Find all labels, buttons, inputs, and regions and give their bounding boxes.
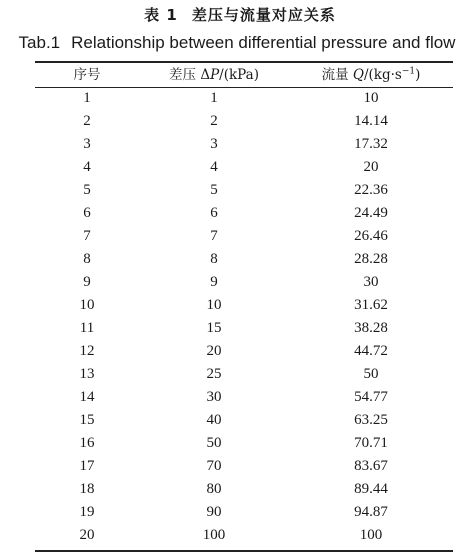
table-body	[35, 87, 453, 547]
cell-flow: 22.36	[354, 182, 388, 198]
table-title-chinese: 差压与流量对应关系	[191, 6, 336, 24]
cell-index: 1	[83, 90, 91, 106]
table-label-english: Tab.1	[18, 33, 61, 52]
cell-index: 6	[83, 205, 91, 221]
cell-index: 13	[79, 366, 95, 382]
cell-index: 15	[79, 412, 95, 428]
table-row	[35, 409, 453, 432]
cell-flow: 26.46	[354, 228, 388, 244]
table-row	[35, 363, 453, 386]
table-row	[35, 386, 453, 409]
table-label-chinese: 表 1	[144, 6, 178, 24]
cell-flow: 63.25	[354, 412, 388, 428]
cell-flow: 10	[363, 90, 379, 106]
cell-index: 3	[83, 136, 91, 152]
cell-pressure: 90	[206, 504, 222, 520]
table-row	[35, 248, 453, 271]
cell-flow: 30	[363, 274, 379, 290]
cell-index: 5	[83, 182, 91, 198]
table-row	[35, 340, 453, 363]
cell-pressure: 8	[210, 251, 218, 267]
table-caption-chinese	[0, 4, 474, 26]
cell-pressure: 80	[206, 481, 222, 497]
cell-flow: 20	[363, 159, 379, 175]
cell-flow: 100	[359, 527, 383, 543]
cell-pressure: 15	[206, 320, 222, 336]
table-title-english: Relationship between differential pressure and flow	[71, 33, 456, 52]
cell-pressure: 7	[210, 228, 218, 244]
table-row	[35, 202, 453, 225]
cell-flow: 38.28	[354, 320, 388, 336]
cell-flow: 50	[363, 366, 379, 382]
cell-flow: 44.72	[354, 343, 388, 359]
header-pressure: 差压 ΔP/(kPa)	[169, 67, 259, 83]
table-row	[35, 432, 453, 455]
table-row	[35, 524, 453, 547]
cell-index: 20	[79, 527, 95, 543]
table-row	[35, 225, 453, 248]
cell-pressure: 30	[206, 389, 222, 405]
table-caption-english	[0, 32, 474, 54]
cell-pressure: 70	[206, 458, 222, 474]
table-row	[35, 133, 453, 156]
table-row	[35, 501, 453, 524]
cell-index: 10	[79, 297, 95, 313]
cell-pressure: 50	[206, 435, 222, 451]
cell-pressure: 4	[210, 159, 218, 175]
cell-index: 16	[79, 435, 95, 451]
table-row	[35, 179, 453, 202]
cell-flow: 54.77	[354, 389, 388, 405]
cell-index: 12	[79, 343, 95, 359]
cell-pressure: 25	[206, 366, 222, 382]
table-row	[35, 317, 453, 340]
table-row	[35, 271, 453, 294]
cell-index: 11	[79, 320, 95, 336]
cell-pressure: 10	[206, 297, 222, 313]
cell-flow: 83.67	[354, 458, 388, 474]
cell-flow: 31.62	[354, 297, 388, 313]
table-row	[35, 87, 453, 110]
cell-index: 18	[79, 481, 95, 497]
cell-flow: 24.49	[354, 205, 388, 221]
table-row	[35, 478, 453, 501]
table-row	[35, 294, 453, 317]
cell-pressure: 5	[210, 182, 218, 198]
cell-flow: 14.14	[354, 113, 388, 129]
cell-pressure: 100	[202, 527, 226, 543]
cell-pressure: 1	[210, 90, 218, 106]
cell-pressure: 20	[206, 343, 222, 359]
cell-pressure: 40	[206, 412, 222, 428]
cell-pressure: 3	[210, 136, 218, 152]
table-header-row	[35, 63, 453, 87]
cell-flow: 70.71	[354, 435, 388, 451]
cell-index: 14	[79, 389, 95, 405]
table-row	[35, 455, 453, 478]
cell-index: 17	[79, 458, 95, 474]
cell-flow: 28.28	[354, 251, 388, 267]
header-flow: 流量 $Q/(kg\cdot s^{-1})$	[321, 66, 421, 83]
cell-index: 19	[79, 504, 95, 520]
cell-index: 4	[83, 159, 91, 175]
cell-pressure: 6	[210, 205, 218, 221]
table-row	[35, 110, 453, 133]
header-index: 序号	[73, 67, 101, 83]
cell-pressure: 2	[210, 113, 218, 129]
cell-index: 7	[83, 228, 91, 244]
cell-pressure: 9	[210, 274, 218, 290]
table-row	[35, 156, 453, 179]
table-bottom-rule	[35, 550, 453, 552]
cell-index: 2	[83, 113, 91, 129]
cell-flow: 17.32	[354, 136, 388, 152]
data-table	[35, 63, 453, 543]
cell-index: 9	[83, 274, 91, 290]
cell-flow: 89.44	[354, 481, 388, 497]
cell-flow: 94.87	[354, 504, 388, 520]
cell-index: 8	[83, 251, 91, 267]
